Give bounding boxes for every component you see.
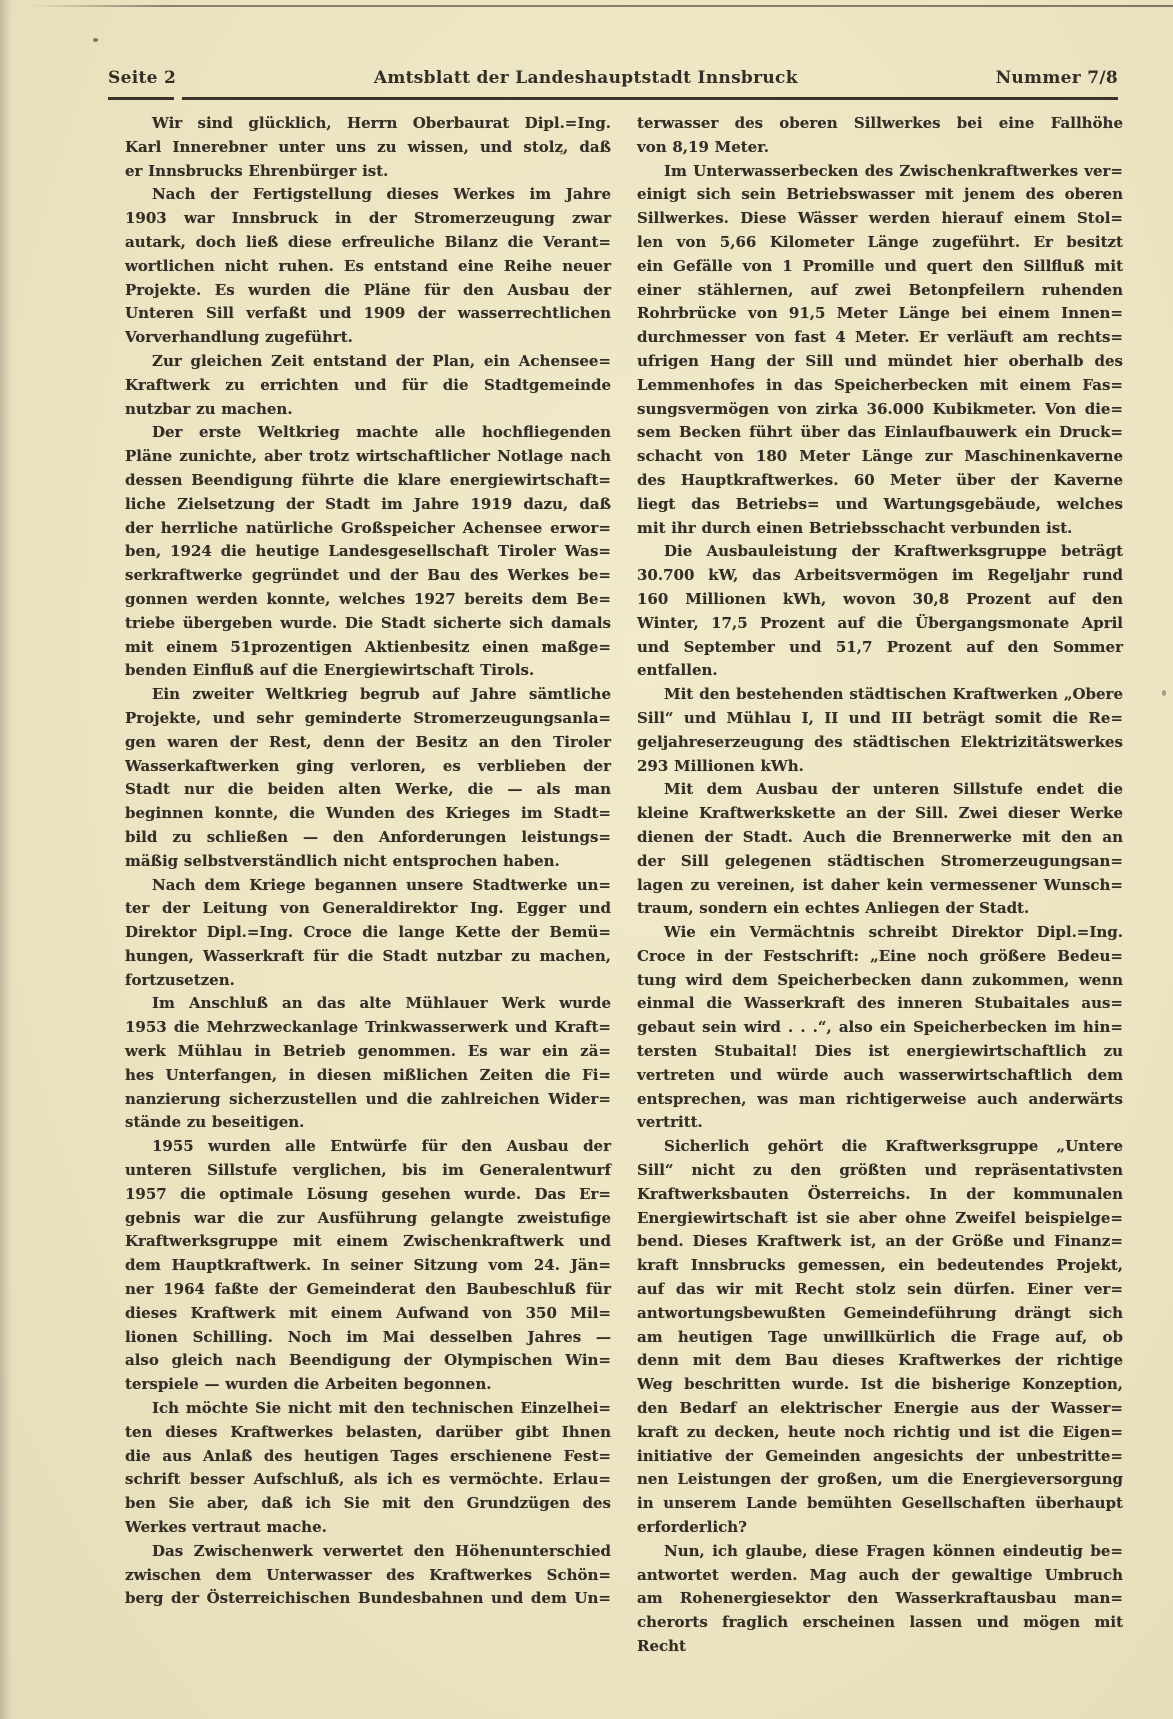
text-line: ten dieses Kraftwerkes belasten, darüber gibt Ihnen <box>125 1422 611 1441</box>
text-line: Mit dem Ausbau der unteren Sillstufe endet die <box>664 780 1123 799</box>
text-line: der Sill gelegenen städtischen Stromerzeugungsan= <box>637 851 1123 870</box>
text-line: vertreten und würde auch wasserwirtschaftlich dem <box>637 1065 1123 1084</box>
text-line: Das Zwischenwerk verwertet den Höhenunterschied <box>152 1541 611 1560</box>
text-line: kraft Innsbrucks gemessen, ein bedeutendes Projekt, <box>637 1256 1123 1275</box>
text-line: cherorts fraglich erscheinen lassen und mögen mit Recht <box>637 1613 1123 1655</box>
text-line: schacht von 180 Meter Länge zur Maschinenkaverne <box>637 447 1123 466</box>
text-line: 30.700 kW, das Arbeitsvermögen im Regeljahr rund <box>637 566 1123 585</box>
text-line: geljahreserzeugung des städtischen Elektrizitätswerkes <box>637 732 1123 751</box>
text-line: von 8,19 Meter. <box>637 137 769 156</box>
text-line: gebnis war die zur Ausführung gelangte zweistufige <box>125 1208 611 1227</box>
text-line: berg der Österreichischen Bundesbahnen und dem Un= <box>125 1589 611 1608</box>
text-line: antwortungsbewußten Gemeindeführung drängt sich <box>637 1303 1123 1322</box>
text-line: mäßig selbstverständlich nicht entsprochen haben. <box>125 851 560 870</box>
text-line: erforderlich? <box>637 1518 747 1537</box>
scan-edge-shadow <box>0 0 12 1719</box>
text-line: am Rohenergiesektor den Wasserkraftausbau man= <box>637 1589 1123 1608</box>
text-line: mit einem 51prozentigen Aktienbesitz einen maßge= <box>125 637 611 656</box>
text-column-left <box>125 112 611 1611</box>
text-line: Kraftwerk zu errichten und für die Stadtgemeinde <box>125 375 611 394</box>
text-line: 1903 war Innsbruck in der Stromerzeugung zwar <box>125 209 611 228</box>
text-line: lionen Schilling. Noch im Mai desselben Jahres — <box>125 1327 611 1346</box>
text-line: wortlichen nicht ruhen. Es entstand eine Reihe neuer <box>125 256 611 275</box>
scan-speck <box>93 38 98 42</box>
text-line: Werkes vertraut mache. <box>125 1518 327 1537</box>
text-line: denn mit dem Bau dieses Kraftwerkes der richtige <box>637 1351 1123 1370</box>
text-line: benden Einfluß auf die Energiewirtschaft Tirols. <box>125 661 535 680</box>
text-line: lagen zu vereinen, ist daher kein vermessener Wunsch= <box>637 875 1123 894</box>
text-line: und September und 51,7 Prozent auf den Sommer <box>637 637 1123 656</box>
header-rule-segment <box>108 97 174 100</box>
text-line: beginnen konnte, die Wunden des Krieges im Stadt= <box>125 804 611 823</box>
text-line: Wasserkaftwerken ging verloren, es verblieben der <box>125 756 611 775</box>
text-line: kraft zu decken, heute noch richtig und ist die Eigen= <box>637 1422 1123 1441</box>
text-line: 1955 wurden alle Entwürfe für den Ausbau der <box>152 1137 611 1156</box>
text-line: Unteren Sill verfaßt und 1909 der wasserrechtlichen <box>125 304 611 323</box>
text-column-right <box>637 112 1123 1659</box>
text-line: entsprechen, was man richtigerweise auch anderwärts <box>637 1089 1123 1108</box>
text-line: nanzierung sicherzustellen und die zahlreichen Wider= <box>125 1089 611 1108</box>
text-line: hes Unterfangen, in diesen mißlichen Zeiten die Fi= <box>125 1065 611 1084</box>
text-line: tersten Stubaital! Dies ist energiewirtschaftlich zu <box>637 1042 1123 1061</box>
text-line: Karl Innerebner unter uns zu wissen, und stolz, daß <box>125 137 611 156</box>
text-line: Kraftwerksbauten Österreichs. In der kommunalen <box>637 1184 1123 1203</box>
text-line: Die Ausbauleistung der Kraftwerksgruppe beträgt <box>664 542 1123 561</box>
text-line: Projekte, und sehr geminderte Stromerzeugungsanla= <box>125 708 611 727</box>
text-line: initiative der Gemeinden angesichts der unbestritte= <box>637 1446 1123 1465</box>
text-line: ter der Leitung von Generaldirektor Ing. Egger und <box>125 899 611 918</box>
text-line: Direktor Dipl.=Ing. Croce die lange Kette der Bemü= <box>125 923 611 942</box>
text-line: Zur gleichen Zeit entstand der Plan, ein Achensee= <box>152 351 611 370</box>
text-line: zwischen dem Unterwasser des Kraftwerkes Schön= <box>125 1565 611 1584</box>
text-line: Wie ein Vermächtnis schreibt Direktor Dipl.=Ing. <box>664 923 1123 942</box>
text-line: Energiewirtschaft ist sie aber ohne Zweifel beispielge= <box>637 1208 1123 1227</box>
text-line: liegt das Betriebs= und Wartungsgebäude, welches <box>637 494 1123 513</box>
text-line: dieses Kraftwerk mit einem Aufwand von 350 Mil= <box>125 1303 611 1322</box>
text-line: Vorverhandlung zugeführt. <box>125 328 353 347</box>
scan-speck <box>1162 690 1166 696</box>
text-line: gonnen werden konnte, welches 1927 bereits dem Be= <box>125 589 611 608</box>
header-rule <box>108 97 1118 100</box>
text-line: tung wird dem Speicherbecken dann zukommen, wenn <box>637 970 1123 989</box>
text-line: Im Unterwasserbecken des Zwischenkraftwerkes ver= <box>664 161 1123 180</box>
text-line: hungen, Wasserkraft für die Stadt nutzbar zu machen, <box>125 946 611 965</box>
text-line: werk Mühlau in Betrieb genommen. Es war ein zä= <box>125 1042 611 1061</box>
text-line: nen Leistungen der großen, um die Energieversorgung <box>637 1470 1123 1489</box>
page-number: Seite 2 <box>108 68 177 88</box>
text-line: 1957 die optimale Lösung gesehen wurde. Das Er= <box>125 1184 611 1203</box>
text-line: vertritt. <box>637 1113 703 1132</box>
text-line: nutzbar zu machen. <box>125 399 293 418</box>
text-line: ben, 1924 die heutige Landesgesellschaft Tiroler Was= <box>125 542 611 561</box>
text-line: dem Hauptkraftwerk. In seiner Sitzung vom 24. Jän= <box>125 1256 611 1275</box>
text-line: unteren Sillstufe verglichen, bis im Generalentwurf <box>125 1161 611 1180</box>
header-rule-segment <box>182 97 1118 100</box>
text-line: 293 Millionen kWh. <box>637 756 804 775</box>
text-line: sem Becken führt über das Einlaufbauwerk ein Druck= <box>637 423 1123 442</box>
text-line: gen waren der Rest, denn der Besitz an den Tiroler <box>125 732 611 751</box>
text-line: Winter, 17,5 Prozent auf die Übergangsmonate April <box>637 613 1123 632</box>
text-line: den Bedarf an elektrischer Energie aus der Wasser= <box>637 1399 1123 1418</box>
text-line: stände zu beseitigen. <box>125 1113 305 1132</box>
text-line: Der erste Weltkrieg machte alle hochfliegenden <box>152 423 611 442</box>
text-line: Projekte. Es wurden die Pläne für den Ausbau der <box>125 280 611 299</box>
issue-number: Nummer 7/8 <box>995 68 1118 88</box>
text-line: Stadt nur die beiden alten Werke, die — als man <box>125 780 611 799</box>
text-line: ben Sie aber, daß ich Sie mit den Grundzügen des <box>125 1494 611 1513</box>
text-line: traum, sondern ein echtes Anliegen der Stadt. <box>637 899 1030 918</box>
text-line: Sicherlich gehört die Kraftwerksgruppe „Untere <box>664 1137 1123 1156</box>
text-line: Pläne zunichte, aber trotz wirtschaftlicher Notlage nach <box>125 447 611 466</box>
text-line: die aus Anlaß des heutigen Tages erschienene Fest= <box>125 1446 611 1465</box>
text-line: auf das wir mit Recht stolz sein dürfen. Einer ver= <box>637 1280 1123 1299</box>
text-line: triebe übergeben wurde. Die Stadt sicherte sich damals <box>125 613 611 632</box>
text-line: ein Gefälle von 1 Promille und quert den Sillfluß mit <box>637 256 1123 275</box>
text-line: Im Anschluß an das alte Mühlauer Werk wurde <box>152 994 611 1013</box>
text-line: Sill“ und Mühlau I, II und III beträgt somit die Re= <box>637 708 1123 727</box>
text-line: durchmesser von fast 4 Meter. Er verläuft am rechts= <box>637 328 1123 347</box>
text-line: autark, doch ließ diese erfreuliche Bilanz die Verant= <box>125 232 611 251</box>
text-line: der herrliche natürliche Großspeicher Achensee erwor= <box>125 518 611 537</box>
page-title: Amtsblatt der Landeshauptstadt Innsbruck <box>373 68 798 88</box>
scan-top-line <box>28 5 1173 7</box>
text-line: einigt sich sein Betriebswasser mit jenem des oberen <box>637 185 1123 204</box>
text-line: also gleich nach Beendigung der Olympischen Win= <box>125 1351 611 1370</box>
text-line: Nun, ich glaube, diese Fragen können eindeutig be= <box>664 1541 1123 1560</box>
text-line: Rohrbrücke von 91,5 Meter Länge bei einem Innen= <box>637 304 1123 323</box>
text-line: sungsvermögen von zirka 36.000 Kubikmeter. Von die= <box>637 399 1123 418</box>
text-line: ner 1964 faßte der Gemeinderat den Baubeschluß für <box>125 1280 611 1299</box>
text-line: einer stählernen, auf zwei Betonpfeilern ruhenden <box>637 280 1123 299</box>
text-line: len von 5,66 Kilometer Länge zugeführt. Er besitzt <box>637 232 1123 251</box>
page-header <box>108 68 1118 94</box>
text-line: Croce in der Festschrift: „Eine noch größere Bedeu= <box>637 946 1123 965</box>
text-line: ufrigen Hang der Sill und mündet hier oberhalb des <box>637 351 1123 370</box>
text-line: Lemmenhofes in das Speicherbecken mit einem Fas= <box>637 375 1123 394</box>
text-line: dessen Beendigung führte die klare energiewirtschaft= <box>125 470 611 489</box>
text-line: Sillwerkes. Diese Wässer werden hierauf einem Stol= <box>637 209 1123 228</box>
text-line: kleine Kraftwerkskette an der Sill. Zwei dieser Werke <box>637 804 1123 823</box>
text-line: gebaut sein wird . . .“, also ein Speicherbecken im hin= <box>637 1018 1123 1037</box>
text-line: mit ihr durch einen Betriebsschacht verbunden ist. <box>637 518 1073 537</box>
text-line: Ein zweiter Weltkrieg begrub auf Jahre sämtliche <box>152 685 611 704</box>
text-line: des Hauptkraftwerkes. 60 Meter über der Kaverne <box>637 470 1123 489</box>
text-line: am heutigen Tage unwillkürlich die Frage auf, ob <box>637 1327 1123 1346</box>
text-line: er Innsbrucks Ehrenbürger ist. <box>125 161 389 180</box>
text-line: bend. Dieses Kraftwerk ist, an der Größe und Finanz= <box>637 1232 1123 1251</box>
text-line: Nach der Fertigstellung dieses Werkes im Jahre <box>152 185 611 204</box>
text-line: Ich möchte Sie nicht mit den technischen Einzelhei= <box>152 1399 611 1418</box>
text-line: terwasser des oberen Sillwerkes bei eine Fallhöhe <box>637 114 1123 132</box>
text-line: liche Zielsetzung der Stadt im Jahre 1919 dazu, daß <box>125 494 611 513</box>
text-line: Weg beschritten wurde. Ist die bisherige Konzeption, <box>637 1375 1123 1394</box>
text-line: serkraftwerke gegründet und der Bau des Werkes be= <box>125 566 611 585</box>
text-line: Kraftwerksgruppe mit einem Zwischenkraftwerk und <box>125 1232 611 1251</box>
text-line: 160 Millionen kWh, wovon 30,8 Prozent auf den <box>637 589 1123 608</box>
text-line: bild zu schließen — den Anforderungen leistungs= <box>125 827 611 846</box>
text-line: Sill“ nicht zu den größten und repräsentativsten <box>637 1161 1123 1180</box>
text-line: Nach dem Kriege begannen unsere Stadtwerke un= <box>152 875 611 894</box>
text-line: entfallen. <box>637 661 718 680</box>
text-line: in unserem Lande bemühten Gesellschaften überhaupt <box>637 1494 1123 1513</box>
text-line: terspiele — wurden die Arbeiten begonnen. <box>125 1375 492 1394</box>
text-line: schrift besser Aufschluß, als ich es vermöchte. Erlau= <box>125 1470 611 1489</box>
text-line: antwortet werden. Mag auch der gewaltige Umbruch <box>637 1565 1123 1584</box>
text-line: dienen der Stadt. Auch die Brennerwerke mit den an <box>637 827 1123 846</box>
text-line: 1953 die Mehrzweckanlage Trinkwasserwerk und Kraft= <box>125 1018 611 1037</box>
text-line: Wir sind glücklich, Herrn Oberbaurat Dipl.=Ing. <box>152 114 611 132</box>
text-line: Mit den bestehenden städtischen Kraftwerken „Obere <box>664 685 1123 704</box>
text-line: fortzusetzen. <box>125 970 235 989</box>
text-line: einmal die Wasserkraft des inneren Stubaitales aus= <box>637 994 1123 1013</box>
